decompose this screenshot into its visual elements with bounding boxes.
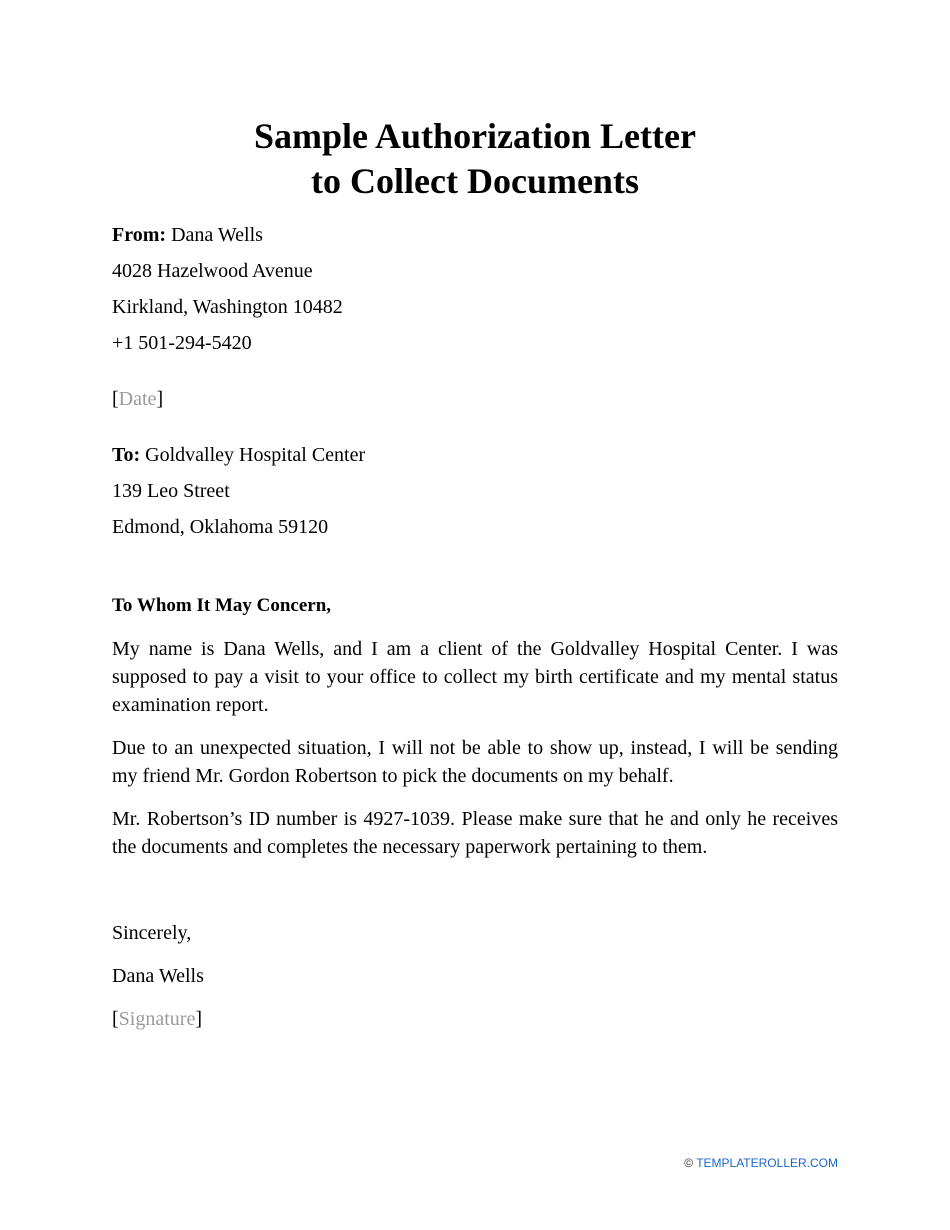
copyright-symbol: © (684, 1156, 694, 1170)
recipient-street: 139 Leo Street (112, 480, 230, 502)
document-title-line-1: Sample Authorization Letter (254, 116, 696, 156)
sender-name: Dana Wells (171, 224, 263, 246)
signature-close-bracket: ] (195, 1008, 202, 1030)
signature-placeholder: Signature (118, 1008, 196, 1030)
recipient-city-state-zip: Edmond, Oklahoma 59120 (112, 516, 329, 538)
date-placeholder: Date (118, 388, 157, 410)
date-field (112, 387, 163, 411)
signer-name: Dana Wells (112, 965, 204, 987)
body-paragraph-2: Due to an unexpected situation, I will not be able to show up, instead, I will be sending my friend Mr. Gordon Robertson to pick the documents on my behalf. (112, 737, 838, 787)
sender-name-line (112, 223, 263, 247)
recipient-name: Goldvalley Hospital Center (145, 444, 366, 466)
sender-phone: +1 501-294-5420 (112, 332, 252, 354)
sender-city-state-zip: Kirkland, Washington 10482 (112, 296, 343, 318)
salutation: To Whom It May Concern, (112, 595, 332, 616)
date-close-bracket: ] (156, 388, 164, 410)
signature-field (112, 1007, 202, 1031)
document-title (0, 114, 950, 204)
signature-open-bracket: [ (112, 1008, 119, 1030)
recipient-label: To: (112, 444, 141, 466)
templateroller-link[interactable]: TEMPLATEROLLER.COM (696, 1156, 838, 1170)
sender-street: 4028 Hazelwood Avenue (112, 260, 313, 282)
body-paragraph-1: My name is Dana Wells, and I am a client of the Goldvalley Hospital Center. I was supposed to pay a visit to your office to collect my birth certificate and my mental status examination report. (112, 638, 838, 716)
date-open-bracket: [ (112, 388, 119, 410)
sender-label: From: (112, 224, 167, 246)
closing: Sincerely, (112, 922, 192, 944)
recipient-name-line (112, 443, 365, 467)
footer-credit (684, 1155, 838, 1171)
body-paragraph-3: Mr. Robertson’s ID number is 4927-1039. Please make sure that he and only he receives the documents and completes the necessary paperwork pertaining to them. (112, 808, 838, 858)
document-title-line-2: to Collect Documents (311, 161, 639, 201)
